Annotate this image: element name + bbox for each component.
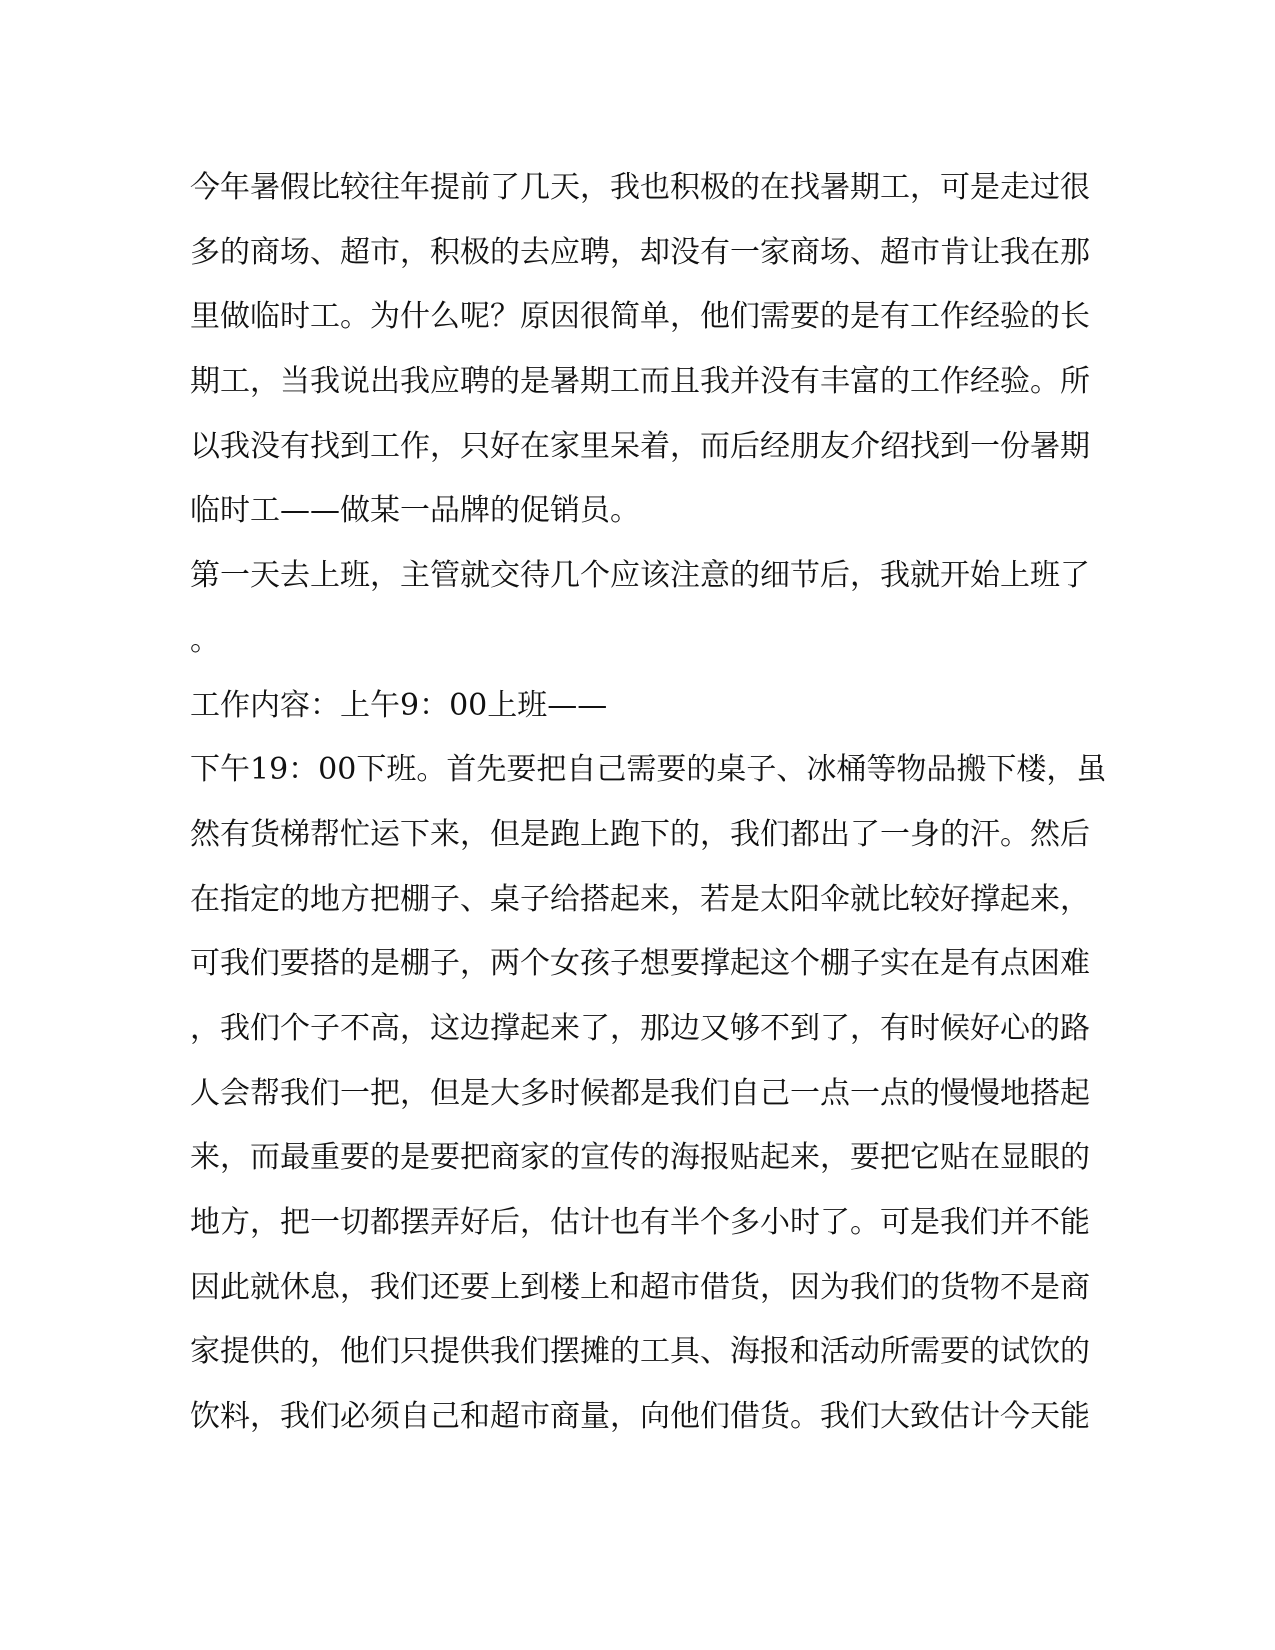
text-line: 工作内容：上午9：00上班—— [190,687,608,723]
text-line: 多的商场、超市，积极的去应聘，却没有一家商场、超市肯让我在那 [190,234,1090,270]
text-line: 家提供的，他们只提供我们摆摊的工具、海报和活动所需要的试饮的 [190,1334,1090,1370]
text-line: 今年暑假比较往年提前了几天，我也积极的在找暑期工，可是走过很 [190,170,1090,205]
text-line: 第一天去上班，主管就交待几个应该注意的细节后，我就开始上班了 [190,558,1090,594]
text-line: 期工，当我说出我应聘的是暑期工而且我并没有丰富的工作经验。所 [190,364,1090,400]
text-line: 可我们要搭的是棚子，两个女孩子想要撑起这个棚子实在是有点困难 [190,946,1090,982]
text-line: 下午19：00下班。首先要把自己需要的桌子、冰桶等物品搬下楼，虽 [190,752,1107,788]
text-line: 临时工——做某一品牌的促销员。 [190,493,640,529]
text-line: 然有货梯帮忙运下来，但是跑上跑下的，我们都出了一身的汗。然后 [190,816,1090,852]
text-line: 。 [190,622,220,658]
text-line: 里做临时工。为什么呢？原因很简单，他们需要的是有工作经验的长 [190,299,1090,335]
text-line: 在指定的地方把棚子、桌子给搭起来，若是太阳伞就比较好撑起来， [190,881,1090,917]
text-line: 以我没有找到工作，只好在家里呆着，而后经朋友介绍找到一份暑期 [190,428,1090,464]
text-line: ，我们个子不高，这边撑起来了，那边又够不到了，有时候好心的路 [190,1010,1090,1046]
text-line: 地方，把一切都摆弄好后，估计也有半个多小时了。可是我们并不能 [190,1205,1090,1240]
text-line: 来，而最重要的是要把商家的宣传的海报贴起来，要把它贴在显眼的 [190,1140,1090,1176]
text-line: 人会帮我们一把，但是大多时候都是我们自己一点一点的慢慢地搭起 [190,1075,1090,1111]
text-line: 因此就休息，我们还要上到楼上和超市借货，因为我们的货物不是商 [190,1269,1090,1305]
document-body [190,156,1107,1450]
text-line: 饮料，我们必须自己和超市商量，向他们借货。我们大致估计今天能 [190,1399,1090,1435]
